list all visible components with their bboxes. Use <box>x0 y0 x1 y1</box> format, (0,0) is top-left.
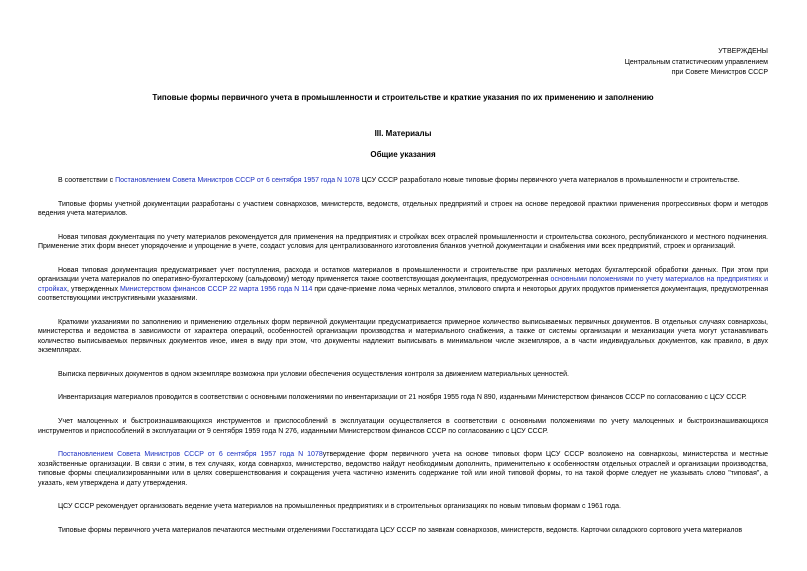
paragraph-2: Типовые формы учетной документации разработаны с участием совнархозов, министерств, ведомств, отдельных предприятий и строек на основе передовой практики применения прогрессивных форм и методов ведения учета материалов. <box>38 200 768 218</box>
paragraph-4-text: Новая типовая документация предусматривает учет поступления, расхода и остатков материалов в промышленности и строительстве при различных методах бухгалтерской обработки данных. При этом при организации учета материалов по оперативно-бухгалтерскому (сальдовому) методу применяется также соответствующая документация, предусмотренная <box>38 266 768 284</box>
paragraph-5: Краткими указаниями по заполнению и применению отдельных форм первичной документации предусматривается примерное количество выписываемых первичных документов. В отдельных случаях совнархозы, министерства и ведомства в зависимости от характера операций, особенностей организации производства и материального снабжения, а также от системы организации и механизации учета могут устанавливать количество выписываемых первичных документов иное, имея в виду при этом, что документы надлежит выписывать в минимальном числе экземпляров, а в части индивидуальных документов, как правило, в двух экземплярах. <box>38 318 768 355</box>
paragraph-4-text-end: при сдаче-приемке лома черных металлов, этилового спирта и некоторых других продуктов применяется документация, предусмотренная соответствующими инструктивными указаниями. <box>38 285 769 303</box>
paragraph-1 <box>38 176 768 185</box>
document-title: Типовые формы первичного учета в промышленности и строительстве и краткие указания по их применению и заполнению <box>152 93 654 102</box>
paragraph-1-text-end: ЦСУ СССР разработало новые типовые формы первичного учета материалов в промышленности и строительстве. <box>359 177 740 184</box>
link-decree-1078[interactable]: Постановлением Совета Министров СССР от 6 сентября 1957 года N 1078 <box>115 177 360 184</box>
paragraph-4-text-middle: , утвержденных <box>67 285 120 293</box>
subsection-heading: Общие указания <box>370 150 436 159</box>
document-body <box>38 176 768 550</box>
paragraph-9-text: утверждение форм первичного учета на основе типовых форм ЦСУ СССР возложено на совнархозы, министерства и местные хозяйственные организации. В связи с этим, в тех случаях, когда совнархоз, министерство, ведомство найдут необходимым дополнить, применительно к особенностям отдельных отраслей и организации производства, типовые формы специализированными или в целях совершенствования и сокращения учета частично изменить содержание той или иной типовой формы, то на такой форме следует не указывать слово "типовая", а указать, кем утверждена и дату утверждения. <box>38 451 768 487</box>
paragraph-3: Новая типовая документация по учету материалов рекомендуется для применения на предприятиях и стройках всех отраслей промышленности и строительства союзного, республиканского и местного подчинения. Применение этих форм внесет упорядочение и упрощение в учете, создаст условия для централизованного изготовления бланков учетной документации и снабжения ими всех предприятий, строек и организаций. <box>38 233 768 251</box>
link-decree-1078-second[interactable]: Постановлением Совета Министров СССР от 6 сентября 1957 года N 1078 <box>58 451 323 459</box>
paragraph-6: Выписка первичных документов в одном экземпляре возможна при условии обеспечения осуществления контроля за движением материальных ценностей. <box>58 370 569 378</box>
link-ministry-finance-114[interactable]: Министерством финансов СССР 22 марта 1956 года N 114 <box>120 285 313 293</box>
approval-line-1: УТВЕРЖДЕНЫ <box>718 48 768 55</box>
approval-line-3: при Совете Министров СССР <box>671 69 768 77</box>
paragraph-7: Инвентаризация материалов проводится в соответствии с основными положениями по инвентаризации от 21 ноября 1955 года N 890, изданными Министерством финансов СССР по согласованию с ЦСУ СССР. <box>58 394 747 402</box>
link-basic-provisions[interactable]: основными положениями по учету материалов на предприятиях и стройках <box>38 276 768 293</box>
approval-stamp <box>625 47 768 79</box>
paragraph-9 <box>38 450 768 488</box>
approval-line-2: Центральным статистическим управлением <box>624 58 768 66</box>
paragraph-4 <box>38 266 768 304</box>
paragraph-1-text: В соответствии с <box>58 177 116 184</box>
paragraph-8: Учет малоценных и быстроизнашивающихся инструментов и приспособлений в эксплуатации осуществляется в соответствии с основными положениями по учету малоценных и быстроизнашивающихся инструментов и приспособлений в эксплуатации от 9 сентября 1959 года N 276, изданными Министерством финансов СССР по согласованию с ЦСУ СССР. <box>38 418 768 435</box>
paragraph-11: Типовые формы первичного учета материалов печатаются местными отделениями Госстатиздата ЦСУ СССР по заявкам совнархозов, министерств, ведомств. Карточки складского сортового учета материалов <box>58 526 743 534</box>
paragraph-10: ЦСУ СССР рекомендует организовать ведение учета материалов на промышленных предприятиях и в строительных организациях по новым типовым формам с 1961 года. <box>58 503 621 511</box>
section-heading: III. Материалы <box>374 129 432 138</box>
